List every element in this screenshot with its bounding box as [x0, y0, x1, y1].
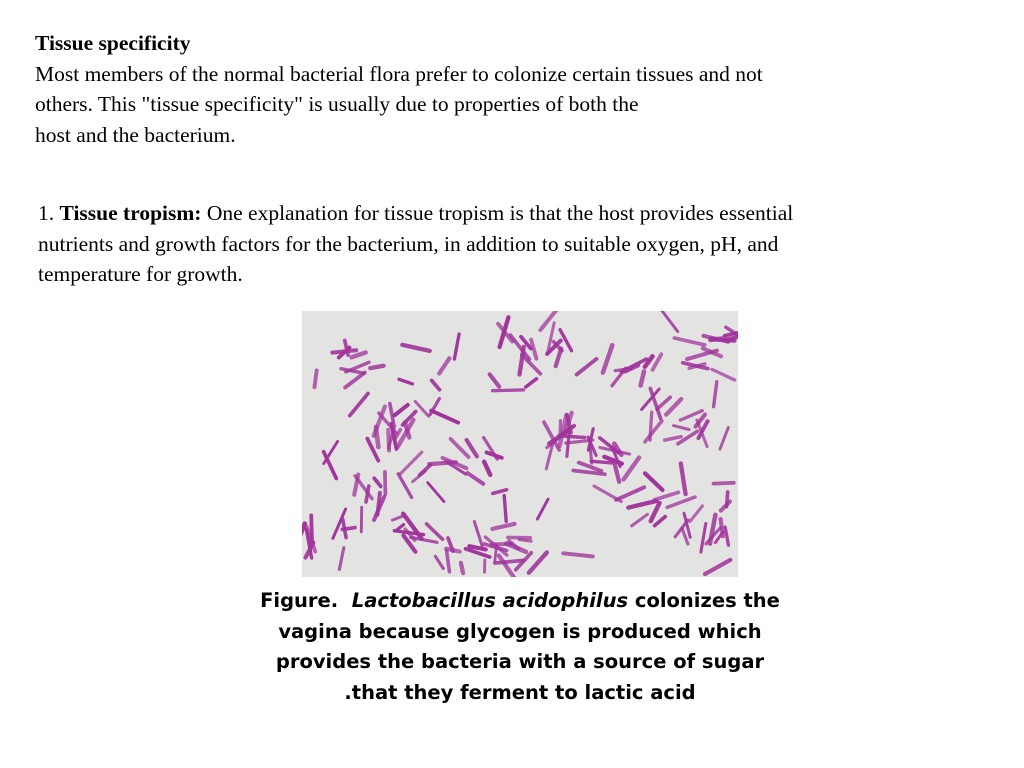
bacterium-rod — [493, 390, 524, 391]
bacterium-rod — [377, 493, 380, 515]
bacterium-rod — [429, 462, 456, 464]
bacterium-rod — [468, 473, 484, 484]
bacterium-rod — [402, 345, 429, 351]
bacterium-rod — [616, 487, 644, 500]
intro-line-2: others. This "tissue specificity" is usually due to properties of both the — [35, 92, 639, 116]
bacterium-rod — [352, 353, 366, 358]
tropism-line-1 — [38, 198, 998, 229]
bacterium-rod — [651, 503, 660, 521]
bacterium-rod — [435, 556, 443, 568]
bacterium-rod — [632, 514, 648, 526]
bacterium-rod — [674, 426, 690, 430]
intro-line-3: host and the bacterium. — [35, 122, 236, 147]
bacterium-rod — [432, 380, 440, 389]
bacterium-rod — [390, 404, 394, 423]
bacterium-rod — [315, 370, 317, 387]
bacterium-rod — [661, 311, 678, 332]
bacterium-rod — [350, 394, 368, 416]
bacterium-rod — [641, 371, 644, 385]
bacterium-rod — [395, 405, 408, 415]
intro-line-1: Most members of the normal bacterial flora prefer to colonize certain tissues and not — [35, 61, 763, 86]
point-text-1: One explanation for tissue tropism is that the host provides essential — [206, 201, 794, 225]
bacterium-rod — [714, 483, 734, 484]
bacterium-rod — [345, 373, 365, 388]
bacterium-rod — [714, 382, 717, 407]
bacterium-rod — [615, 464, 620, 482]
bacterium-rod — [577, 359, 597, 375]
bacterium-rod — [674, 338, 704, 345]
bacterium-rod — [655, 517, 666, 526]
bacterium-rod — [650, 412, 652, 440]
bacterium-rod — [665, 437, 681, 440]
bacterium-rod — [579, 463, 601, 471]
bacterium-rod — [725, 527, 728, 545]
bacterium-rod — [484, 438, 498, 459]
bacterium-rod — [339, 548, 343, 570]
caption-line-1 — [220, 586, 820, 617]
bacterium-rod — [431, 411, 458, 423]
bacterium-rod — [495, 560, 524, 563]
point-term: Tissue tropism: — [59, 201, 202, 225]
caption-line-4: .that they ferment to lactic acid — [344, 680, 696, 704]
bacterium-rod — [701, 524, 706, 553]
tropism-line-2: nutrients and growth factors for the bacterium, in addition to suitable oxygen, pH, and — [38, 231, 779, 256]
bacterium-rod — [529, 553, 547, 573]
bacterium-rod — [519, 540, 531, 542]
bacterium-rod — [645, 473, 663, 490]
bacterium-rod — [439, 358, 449, 373]
bacterium-rod — [385, 472, 386, 494]
bacterium-rod — [624, 458, 640, 480]
tissue-tropism-paragraph — [38, 198, 998, 290]
intro-paragraph — [35, 28, 995, 150]
tropism-line-3: temperature for growth. — [38, 262, 243, 286]
bacterium-rod — [526, 379, 537, 387]
bacterium-rod — [415, 401, 428, 416]
bacterium-rod — [667, 497, 695, 507]
caption-species: Lactobacillus acidophilus — [351, 589, 629, 612]
bacterium-rod — [447, 551, 450, 572]
caption-label: Figure. — [260, 589, 339, 612]
caption-line-2: vagina because glycogen is produced which — [278, 619, 762, 643]
bacterium-rod — [721, 519, 723, 536]
bacterium-rod — [474, 522, 482, 547]
bacterium-rod — [499, 556, 515, 577]
bacterium-rod — [690, 506, 703, 522]
bacterium-rod — [727, 492, 728, 507]
bacterium-rod — [374, 478, 381, 486]
bacterium-rod — [720, 428, 728, 450]
bacterium-rod — [492, 524, 514, 529]
bacterium-rod — [531, 340, 536, 359]
bacterium-rod — [428, 483, 444, 502]
bacterium-rod — [594, 486, 621, 502]
caption-rest-1: colonizes the — [634, 589, 780, 612]
bacterium-rod — [645, 421, 662, 442]
bacterium-rod — [680, 411, 702, 420]
bacterium-rod — [681, 464, 686, 495]
bacterium-rod — [559, 436, 585, 438]
bacterium-rod — [560, 421, 561, 436]
bacterium-rod — [705, 560, 730, 574]
bacterium-rod — [392, 516, 403, 520]
section-heading: Tissue specificity — [35, 31, 191, 55]
bacterium-rod — [495, 545, 497, 562]
point-number: 1. — [38, 201, 55, 225]
bacterium-rod — [484, 462, 490, 475]
bacterium-rod — [657, 397, 670, 409]
bacterium-rod — [376, 427, 379, 447]
bacterium-rod — [710, 515, 715, 544]
bacterium-rod — [666, 399, 681, 415]
bacterium-rod — [370, 366, 383, 368]
bacterium-rod — [504, 496, 506, 522]
bacterium-rod — [537, 499, 548, 519]
bacterium-rod — [510, 335, 529, 359]
bacterium-rod — [591, 461, 611, 463]
bacterium-rod — [342, 528, 355, 530]
bacterium-rod — [427, 524, 443, 540]
bacterium-rod — [490, 374, 499, 386]
bacterium-rod — [712, 369, 735, 380]
bacterium-rod — [400, 452, 422, 474]
bacterium-rod — [654, 492, 678, 499]
bacterium-rod — [540, 311, 557, 330]
bacterium-rod — [454, 334, 459, 359]
bacterium-rod — [603, 345, 612, 372]
figure-caption — [220, 586, 820, 708]
caption-line-3: provides the bacteria with a source of sugar — [275, 650, 765, 673]
bacterium-rod — [493, 490, 507, 494]
bacterium-rod — [399, 379, 413, 384]
bacterium-rod — [398, 474, 411, 498]
bacterium-rod — [461, 563, 463, 573]
micrograph-canvas — [302, 311, 738, 577]
bacterium-rod — [628, 501, 656, 508]
bacteria-micrograph — [302, 311, 738, 577]
bacterium-rod — [563, 553, 593, 556]
